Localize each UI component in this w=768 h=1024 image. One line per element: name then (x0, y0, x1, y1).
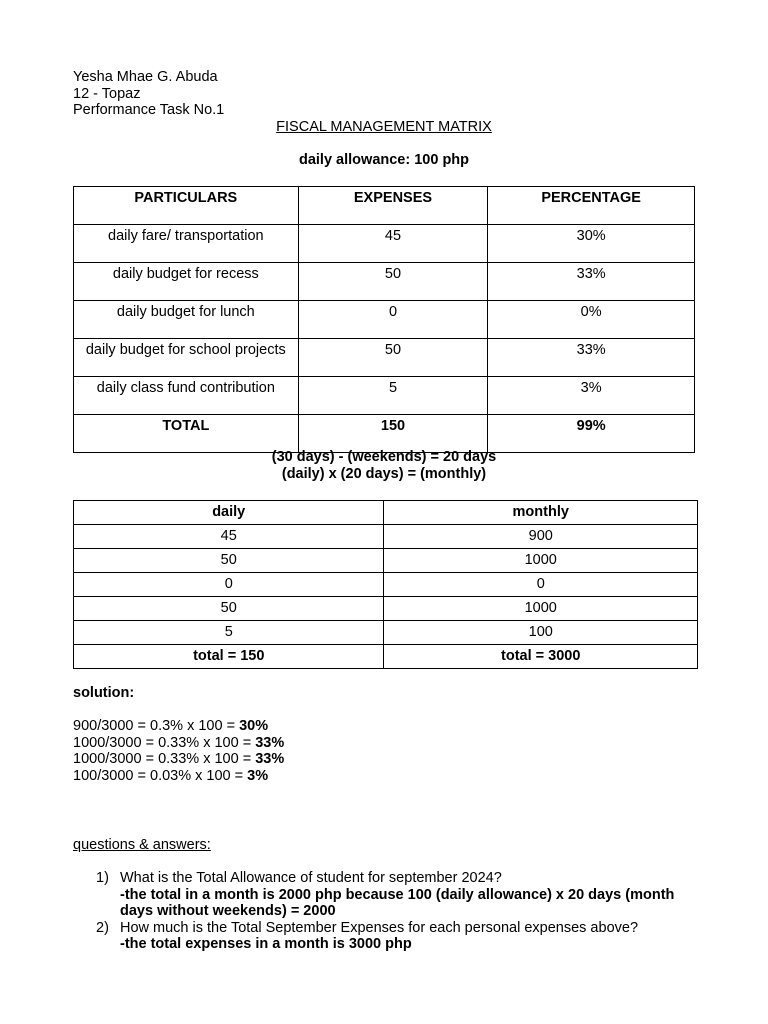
qa-question: What is the Total Allowance of student for september 2024? (120, 870, 502, 886)
header-expenses: EXPENSES (298, 187, 488, 225)
qa-answer: -the total expenses in a month is 3000 php (120, 936, 412, 952)
expense-cell: 5 (298, 377, 488, 415)
percentage-cell: 0% (488, 301, 695, 339)
daily-cell: 50 (74, 549, 384, 573)
percentage-cell: 30% (488, 225, 695, 263)
qa-number: 2) (96, 919, 109, 936)
table-row (74, 377, 695, 415)
formula-line-1: (30 days) - (weekends) = 20 days (271, 449, 497, 465)
qa-label: questions & answers: (73, 837, 211, 853)
total-expense-cell: 150 (298, 415, 488, 453)
days-formula (0, 449, 768, 482)
document-title: FISCAL MANAGEMENT MATRIX (276, 119, 492, 135)
table-row (74, 597, 698, 621)
list-item (96, 920, 696, 953)
daily-cell: 45 (74, 525, 384, 549)
monthly-cell: 1000 (384, 549, 698, 573)
daily-allowance: daily allowance: 100 php (298, 152, 470, 168)
particular-cell: daily budget for recess (74, 263, 299, 301)
daily-cell: 5 (74, 621, 384, 645)
percentage-cell: 33% (488, 339, 695, 377)
solution-expression: 1000/3000 = 0.33% x 100 = (73, 751, 256, 767)
solution-line (73, 751, 284, 768)
particular-cell: daily fare/ transportation (74, 225, 299, 263)
qa-question: How much is the Total September Expenses for each personal expenses above? (120, 919, 639, 936)
solution-line (73, 768, 284, 785)
solution-lines (73, 718, 284, 784)
qa-list (96, 870, 696, 953)
monthly-header-row (74, 501, 698, 525)
task-name: Performance Task No.1 (73, 102, 225, 118)
expense-cell: 45 (298, 225, 488, 263)
table-row (74, 621, 698, 645)
solution-line (73, 718, 284, 735)
monthly-cell: 900 (384, 525, 698, 549)
formula-line-2: (daily) x (20 days) = (monthly) (281, 465, 487, 482)
matrix-header-row (74, 187, 695, 225)
qa-number: 1) (96, 870, 109, 886)
monthly-cell: 1000 (384, 597, 698, 621)
fiscal-matrix-table (73, 186, 695, 453)
table-row (74, 263, 695, 301)
table-row (74, 301, 695, 339)
solution-expression: 900/3000 = 0.3% x 100 = (73, 718, 240, 734)
expense-cell: 50 (298, 263, 488, 301)
monthly-cell: 100 (384, 621, 698, 645)
expense-cell: 0 (298, 301, 488, 339)
header-monthly: monthly (384, 501, 698, 525)
student-name: Yesha Mhae G. Abuda (73, 69, 218, 85)
particular-cell: daily budget for lunch (74, 301, 299, 339)
solution-result: 33% (255, 751, 285, 767)
qa-answer: -the total in a month is 2000 php because 100 (daily allowance) x 20 days (month days without weekends) = 2000 (120, 886, 675, 919)
solution-line (73, 735, 284, 752)
solution-label: solution: (73, 685, 135, 701)
monthly-cell: 0 (384, 573, 698, 597)
table-row (74, 573, 698, 597)
solution-expression: 1000/3000 = 0.33% x 100 = (73, 734, 256, 751)
matrix-total-row (74, 415, 695, 453)
table-row (74, 225, 695, 263)
total-label-cell: TOTAL (74, 415, 299, 453)
daily-cell: 0 (74, 573, 384, 597)
daily-cell: 50 (74, 597, 384, 621)
particular-cell: daily budget for school projects (74, 339, 299, 377)
particular-cell: daily class fund contribution (74, 377, 299, 415)
total-percentage-cell: 99% (488, 415, 695, 453)
monthly-table (73, 500, 698, 669)
table-row (74, 339, 695, 377)
header-daily: daily (74, 501, 384, 525)
percentage-cell: 33% (488, 263, 695, 301)
solution-result: 3% (247, 767, 269, 784)
list-item (96, 870, 696, 920)
expense-cell: 50 (298, 339, 488, 377)
student-section: 12 - Topaz (73, 85, 141, 102)
table-row (74, 525, 698, 549)
solution-expression: 100/3000 = 0.03% x 100 = (73, 767, 248, 784)
monthly-total-cell: total = 3000 (384, 645, 698, 669)
solution-result: 33% (255, 734, 285, 751)
daily-total-cell: total = 150 (74, 645, 384, 669)
header-block (73, 69, 224, 119)
table-row (74, 549, 698, 573)
header-particulars: PARTICULARS (74, 187, 299, 225)
solution-result: 30% (239, 718, 269, 734)
header-percentage: PERCENTAGE (488, 187, 695, 225)
percentage-cell: 3% (488, 377, 695, 415)
monthly-total-row (74, 645, 698, 669)
